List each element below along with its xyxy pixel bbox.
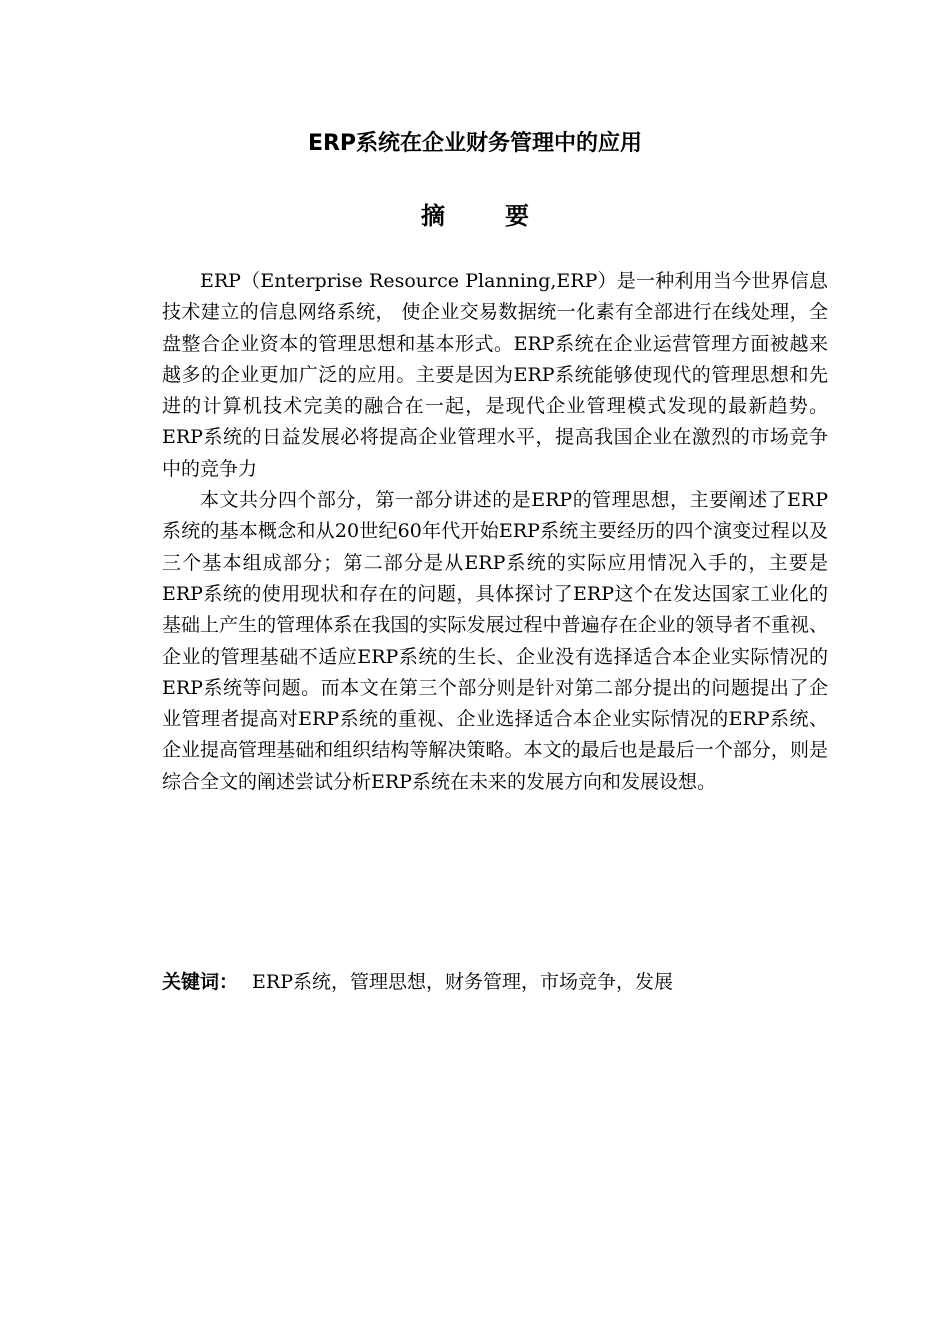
abstract-paragraph-1: ERP（Enterprise Resource Planning,ERP）是一种利用当今世界信息技术建立的信息网络系统， 使企业交易数据统一化素有全部进行在线处理，全盘整合企业资本的管理思想和基本形式。ERP系统在企业运营管理方面被越来越多的企业更加广泛的应用。主要是因为ERP系统能够使现代的管理思想和先进的计算机技术完美的融合在一起，是现代企业管理模式发现的最新趋势。ERP系统的日益发展必将提高企业管理水平，提高我国企业在激烈的市场竞争中的竞争力	[162, 270, 828, 480]
abstract-heading-char-2: 要	[505, 202, 529, 230]
document-title: ERP系统在企业财务管理中的应用	[307, 131, 643, 156]
abstract-heading-char-1: 摘	[421, 202, 445, 230]
abstract-paragraph-2: 本文共分四个部分，第一部分讲述的是ERP的管理思想，主要阐述了ERP系统的基本概念和从20世纪60年代开始ERP系统主要经历的四个演变过程以及三个基本组成部分；第二部分是从ERP系统的实际应用情况入手的，主要是ERP系统的使用现状和存在的问题，具体探讨了ERP这个在发达国家工业化的基础上产生的管理体系在我国的实际发展过程中普遍存在企业的领导者不重视、企业的管理基础不适应ERP系统的生长、企业没有选择适合本企业实际情况的ERP系统等问题。而本文在第三个部分则是针对第二部分提出的问题提出了企业管理者提高对ERP系统的重视、企业选择适合本企业实际情况的ERP系统、企业提高管理基础和组织结构等解决策略。本文的最后也是最后一个部分，则是综合全文的阐述尝试分析ERP系统在未来的发展方向和发展设想。	[162, 489, 828, 793]
keywords-value: ERP系统，管理思想，财务管理，市场竞争，发展	[252, 971, 673, 993]
keywords-label: 关键词：	[162, 971, 239, 993]
keywords-line	[162, 967, 828, 998]
abstract-heading	[0, 200, 950, 232]
abstract-body	[162, 266, 828, 798]
